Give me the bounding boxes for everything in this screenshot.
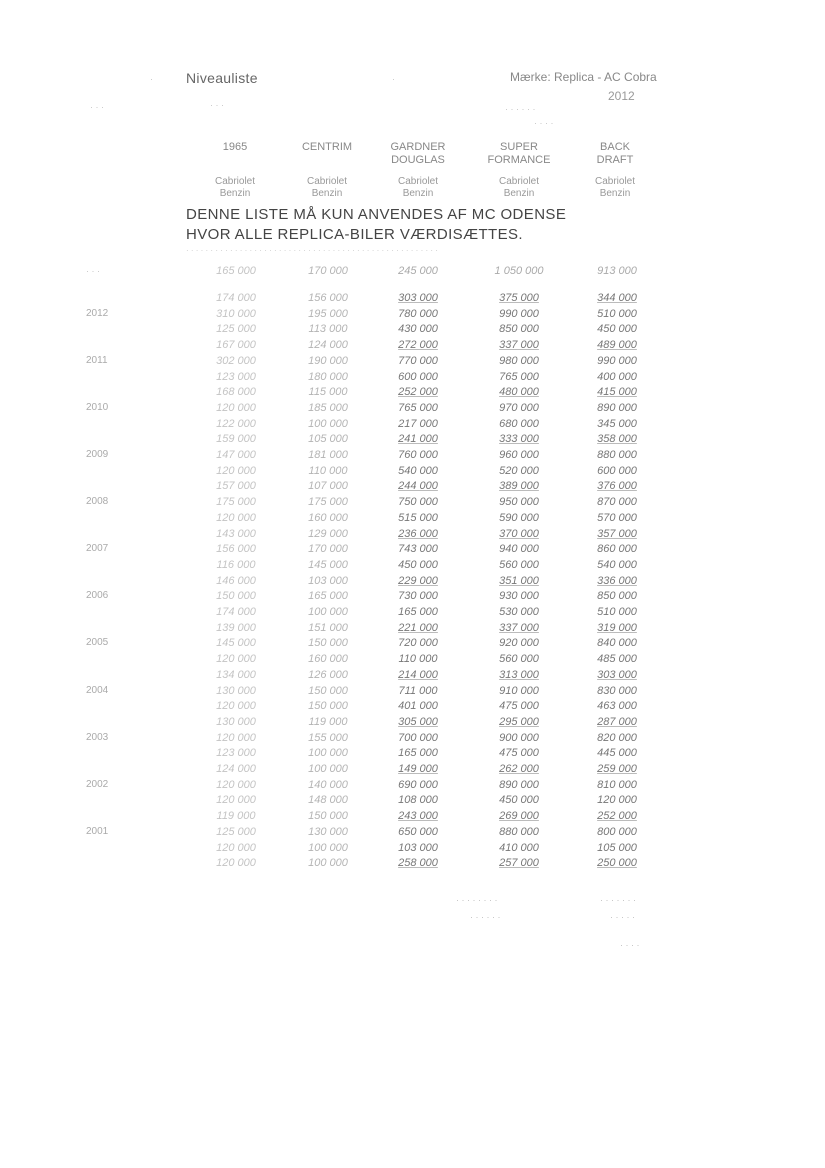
table-cell: 165 000: [308, 590, 348, 603]
table-cell: 287 000: [597, 715, 637, 728]
table-cell: 570 000: [597, 511, 637, 524]
table-cell: 375 000: [499, 292, 539, 304]
base-price: 245 000: [398, 265, 438, 277]
table-row: [0, 339, 825, 355]
table-cell: 150 000: [308, 637, 348, 650]
table-cell: 295 000: [499, 715, 539, 728]
scan-mark: · · · · · · · ·: [456, 895, 498, 905]
table-cell: 880 000: [597, 449, 637, 461]
table-row: [0, 543, 825, 559]
table-cell: 376 000: [597, 480, 637, 493]
table-cell: 303 000: [597, 668, 637, 681]
table-cell: 120 000: [216, 731, 256, 744]
base-price: 913 000: [597, 265, 637, 277]
table-cell: 180 000: [308, 370, 348, 383]
table-cell: 105 000: [308, 433, 348, 446]
scan-mark: ·: [150, 74, 153, 84]
table-row: [0, 747, 825, 763]
table-cell: 217 000: [398, 417, 438, 430]
table-cell: 243 000: [398, 810, 438, 823]
table-cell: 489 000: [597, 339, 637, 352]
table-row: [0, 323, 825, 339]
table-cell: 510 000: [597, 307, 637, 320]
table-cell: 125 000: [216, 323, 256, 336]
table-cell: 108 000: [398, 794, 438, 807]
table-cell: 100 000: [308, 763, 348, 775]
scan-mark: ·: [392, 74, 395, 84]
table-cell: 850 000: [499, 323, 539, 336]
table-cell: 120 000: [216, 401, 256, 414]
table-cell: 351 000: [499, 574, 539, 587]
table-cell: 450 000: [499, 794, 539, 807]
table-cell: 120 000: [216, 778, 256, 791]
table-cell: 120 000: [216, 857, 256, 870]
brand-label: Mærke: Replica - AC Cobra: [510, 70, 657, 84]
table-cell: 690 000: [398, 778, 438, 791]
table-cell: 145 000: [216, 637, 256, 650]
table-cell: 143 000: [216, 527, 256, 540]
table-cell: 110 000: [398, 653, 438, 666]
table-row: [0, 433, 825, 449]
table-cell: 244 000: [398, 480, 438, 493]
table-cell: 760 000: [398, 449, 438, 461]
table-cell: 100 000: [308, 857, 348, 870]
table-cell: 123 000: [216, 747, 256, 760]
table-cell: 970 000: [499, 401, 539, 414]
table-cell: 130 000: [216, 684, 256, 697]
column-name: SUPER FORMANCE: [487, 141, 551, 166]
table-cell: 600 000: [398, 370, 438, 383]
row-year: 2008: [86, 496, 109, 508]
table-cell: 445 000: [597, 747, 637, 760]
column-body-fuel: Cabriolet Benzin: [594, 176, 636, 199]
table-cell: 520 000: [499, 464, 539, 477]
table-cell: 100 000: [308, 606, 348, 618]
table-cell: 124 000: [308, 339, 348, 352]
table-cell: 700 000: [398, 731, 438, 744]
table-cell: 107 000: [308, 480, 348, 493]
table-cell: 870 000: [597, 496, 637, 509]
scan-mark: · · · ·: [620, 940, 640, 950]
table-cell: 167 000: [216, 339, 256, 352]
table-cell: 134 000: [216, 668, 256, 681]
table-cell: 800 000: [597, 825, 637, 838]
table-row: [0, 386, 825, 402]
table-cell: 259 000: [597, 763, 637, 775]
faint-note: · · · · · · · · · · · · · · · · · · · · · · · · · · · · · · · · · · · · · · · · · · · · · · · · · · · ·: [186, 246, 438, 255]
table-cell: 214 000: [398, 668, 438, 681]
table-cell: 185 000: [308, 401, 348, 414]
table-cell: 126 000: [308, 668, 348, 681]
table-cell: 272 000: [398, 339, 438, 352]
table-cell: 190 000: [308, 354, 348, 367]
table-cell: 175 000: [308, 496, 348, 509]
table-cell: 400 000: [597, 370, 637, 383]
table-cell: 810 000: [597, 778, 637, 791]
table-cell: 860 000: [597, 543, 637, 556]
scan-mark: · · · · · ·: [505, 104, 536, 114]
table-cell: 990 000: [499, 307, 539, 320]
table-cell: 120 000: [216, 700, 256, 713]
row-year: 2009: [86, 449, 109, 460]
row-year: 2012: [86, 307, 109, 319]
table-cell: 100 000: [308, 417, 348, 430]
table-cell: 250 000: [597, 857, 637, 870]
table-row: [0, 685, 825, 701]
table-cell: 120 000: [216, 653, 256, 666]
base-price: 1 050 000: [494, 265, 544, 277]
table-cell: 305 000: [398, 715, 438, 728]
table-cell: 510 000: [597, 606, 637, 618]
table-cell: 990 000: [597, 354, 637, 367]
table-row: [0, 622, 825, 638]
table-cell: 110 000: [308, 464, 348, 477]
table-cell: 130 000: [308, 825, 348, 838]
table-row: [0, 528, 825, 544]
table-cell: 900 000: [499, 731, 539, 744]
table-cell: 830 000: [597, 684, 637, 697]
scan-mark: · · ·: [210, 100, 224, 110]
table-cell: 840 000: [597, 637, 637, 650]
table-cell: 450 000: [597, 323, 637, 336]
table-row: [0, 763, 825, 779]
table-cell: 765 000: [499, 370, 539, 383]
table-cell: 103 000: [308, 574, 348, 587]
table-row: [0, 732, 825, 748]
row-year: 2006: [86, 590, 109, 602]
base-price: 170 000: [308, 265, 348, 277]
table-cell: 174 000: [216, 606, 256, 618]
table-cell: 241 000: [398, 433, 438, 446]
base-price: 165 000: [216, 265, 256, 277]
table-row: [0, 606, 825, 622]
table-cell: 116 000: [216, 558, 256, 571]
table-cell: 450 000: [398, 558, 438, 571]
table-cell: 337 000: [499, 339, 539, 352]
scan-mark: · · ·: [90, 102, 104, 112]
table-cell: 151 000: [308, 621, 348, 634]
table-cell: 389 000: [499, 480, 539, 493]
table-cell: 480 000: [499, 386, 539, 399]
table-cell: 160 000: [308, 653, 348, 666]
table-cell: 336 000: [597, 574, 637, 587]
table-cell: 150 000: [308, 700, 348, 713]
table-cell: 401 000: [398, 700, 438, 713]
table-cell: 269 000: [499, 810, 539, 823]
table-cell: 159 000: [216, 433, 256, 446]
table-cell: 720 000: [398, 637, 438, 650]
table-cell: 157 000: [216, 480, 256, 493]
row-year: 2004: [86, 684, 109, 696]
table-cell: 475 000: [499, 747, 539, 760]
table-cell: 590 000: [499, 511, 539, 524]
column-body-fuel: Cabriolet Benzin: [306, 176, 348, 199]
table-cell: 680 000: [499, 417, 539, 430]
table-cell: 150 000: [308, 684, 348, 697]
table-cell: 130 000: [216, 715, 256, 728]
table-cell: 410 000: [499, 841, 539, 854]
table-cell: 890 000: [597, 401, 637, 414]
table-row: [0, 371, 825, 387]
table-row: [0, 480, 825, 496]
table-cell: 148 000: [308, 794, 348, 807]
table-cell: 430 000: [398, 323, 438, 336]
table-cell: 890 000: [499, 778, 539, 791]
table-row: [0, 669, 825, 685]
table-cell: 930 000: [499, 590, 539, 603]
table-cell: 750 000: [398, 496, 438, 509]
table-cell: 485 000: [597, 653, 637, 666]
table-cell: 100 000: [308, 747, 348, 760]
table-cell: 940 000: [499, 543, 539, 556]
table-row: [0, 794, 825, 810]
table-cell: 120 000: [216, 841, 256, 854]
table-cell: 229 000: [398, 574, 438, 587]
table-cell: 165 000: [398, 747, 438, 760]
table-cell: 129 000: [308, 527, 348, 540]
table-row: [0, 716, 825, 732]
table-cell: 345 000: [597, 417, 637, 430]
table-cell: 302 000: [216, 354, 256, 367]
table-cell: 463 000: [597, 700, 637, 713]
table-cell: 344 000: [597, 292, 637, 304]
column-name: 1965: [222, 141, 248, 153]
table-row: [0, 418, 825, 434]
table-cell: 120 000: [597, 794, 637, 807]
table-cell: 357 000: [597, 527, 637, 540]
table-cell: 170 000: [308, 543, 348, 556]
table-cell: 113 000: [308, 323, 348, 336]
table-cell: 415 000: [597, 386, 637, 399]
table-cell: 319 000: [597, 621, 637, 634]
row-year: 2002: [86, 778, 109, 790]
table-cell: 100 000: [308, 841, 348, 854]
table-cell: 711 000: [398, 684, 438, 697]
column-body-fuel: Cabriolet Benzin: [214, 176, 256, 199]
table-cell: 258 000: [398, 857, 438, 870]
scan-mark: · · · ·: [534, 118, 554, 128]
table-row: [0, 496, 825, 512]
table-cell: 195 000: [308, 307, 348, 320]
column-body-fuel: Cabriolet Benzin: [397, 176, 439, 199]
table-cell: 125 000: [216, 825, 256, 838]
table-cell: 160 000: [308, 511, 348, 524]
table-cell: 175 000: [216, 496, 256, 509]
table-cell: 560 000: [499, 558, 539, 571]
table-cell: 150 000: [308, 810, 348, 823]
table-cell: 105 000: [597, 841, 637, 854]
scan-mark: · · ·: [86, 266, 100, 276]
scan-mark: · · · · · · ·: [600, 895, 636, 905]
table-cell: 820 000: [597, 731, 637, 744]
table-row: [0, 637, 825, 653]
table-cell: 337 000: [499, 621, 539, 634]
column-name: BACK DRAFT: [596, 141, 634, 166]
table-cell: 313 000: [499, 668, 539, 681]
table-row: [0, 512, 825, 528]
table-cell: 540 000: [597, 558, 637, 571]
table-cell: 139 000: [216, 621, 256, 634]
table-cell: 120 000: [216, 511, 256, 524]
table-cell: 146 000: [216, 574, 256, 587]
table-row: [0, 590, 825, 606]
table-cell: 149 000: [398, 763, 438, 775]
row-year: 2007: [86, 543, 109, 555]
table-cell: 960 000: [499, 449, 539, 461]
table-cell: 310 000: [216, 307, 256, 320]
table-row: [0, 857, 825, 873]
table-cell: 145 000: [308, 558, 348, 571]
table-cell: 181 000: [308, 449, 348, 461]
table-row: [0, 308, 825, 324]
table-cell: 168 000: [216, 386, 256, 399]
table-cell: 980 000: [499, 354, 539, 367]
table-cell: 165 000: [398, 606, 438, 618]
table-row: [0, 810, 825, 826]
table-cell: 236 000: [398, 527, 438, 540]
table-cell: 122 000: [216, 417, 256, 430]
table-cell: 147 000: [216, 449, 256, 461]
table-cell: 120 000: [216, 464, 256, 477]
table-cell: 155 000: [308, 731, 348, 744]
table-cell: 950 000: [499, 496, 539, 509]
table-cell: 780 000: [398, 307, 438, 320]
table-cell: 560 000: [499, 653, 539, 666]
row-year: 2005: [86, 637, 109, 649]
scan-mark: · · · · · ·: [470, 912, 501, 922]
table-cell: 540 000: [398, 464, 438, 477]
column-body-fuel: Cabriolet Benzin: [498, 176, 540, 199]
table-row: [0, 355, 825, 371]
table-row: [0, 449, 825, 465]
table-cell: 730 000: [398, 590, 438, 603]
row-year: 2003: [86, 731, 109, 743]
table-cell: 880 000: [499, 825, 539, 838]
table-cell: 650 000: [398, 825, 438, 838]
table-cell: 515 000: [398, 511, 438, 524]
table-cell: 910 000: [499, 684, 539, 697]
table-cell: 257 000: [499, 857, 539, 870]
row-year: 2010: [86, 401, 109, 413]
row-year: 2011: [86, 354, 108, 366]
page-title: Niveauliste: [186, 70, 258, 86]
scan-mark: · · · · ·: [610, 912, 635, 922]
table-cell: 475 000: [499, 700, 539, 713]
table-cell: 370 000: [499, 527, 539, 540]
table-cell: 119 000: [216, 810, 256, 823]
table-cell: 123 000: [216, 370, 256, 383]
table-row: [0, 292, 825, 308]
table-row: [0, 465, 825, 481]
table-cell: 358 000: [597, 433, 637, 446]
table-row: [0, 779, 825, 795]
table-cell: 120 000: [216, 794, 256, 807]
table-row: [0, 575, 825, 591]
table-cell: 174 000: [216, 292, 256, 304]
warning-line-1: DENNE LISTE MÅ KUN ANVENDES AF MC ODENSE: [186, 206, 567, 223]
table-cell: 920 000: [499, 637, 539, 650]
table-cell: 124 000: [216, 763, 256, 775]
column-name: GARDNER DOUGLAS: [390, 141, 446, 166]
table-cell: 252 000: [597, 810, 637, 823]
table-cell: 743 000: [398, 543, 438, 556]
table-cell: 140 000: [308, 778, 348, 791]
table-row: [0, 559, 825, 575]
table-row: [0, 402, 825, 418]
table-cell: 103 000: [398, 841, 438, 854]
table-cell: 156 000: [216, 543, 256, 556]
table-cell: 770 000: [398, 354, 438, 367]
table-cell: 303 000: [398, 292, 438, 304]
table-cell: 119 000: [308, 715, 348, 728]
table-cell: 765 000: [398, 401, 438, 414]
table-row: [0, 700, 825, 716]
table-cell: 156 000: [308, 292, 348, 304]
year-label: 2012: [608, 89, 635, 103]
row-year: 2001: [86, 825, 109, 837]
table-cell: 600 000: [597, 464, 637, 477]
warning-line-2: HVOR ALLE REPLICA-BILER VÆRDISÆTTES.: [186, 226, 523, 243]
table-row: [0, 826, 825, 842]
table-row: [0, 842, 825, 858]
table-cell: 530 000: [499, 606, 539, 618]
table-cell: 150 000: [216, 590, 256, 603]
table-cell: 262 000: [499, 763, 539, 775]
column-name: CENTRIM: [301, 141, 353, 153]
table-cell: 115 000: [308, 386, 348, 399]
table-cell: 850 000: [597, 590, 637, 603]
table-cell: 333 000: [499, 433, 539, 446]
table-row: [0, 653, 825, 669]
table-cell: 221 000: [398, 621, 438, 634]
table-cell: 252 000: [398, 386, 438, 399]
